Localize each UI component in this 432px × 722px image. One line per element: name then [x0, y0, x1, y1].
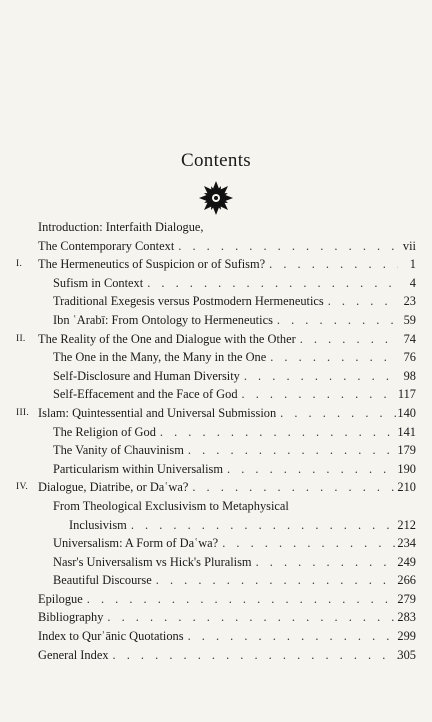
- toc-entry[interactable]: [16, 590, 416, 609]
- toc-page-number: 74: [403, 331, 416, 346]
- dot-leader: [156, 423, 398, 442]
- toc-entry[interactable]: [16, 385, 416, 404]
- toc-page-number: 279: [397, 591, 416, 606]
- dot-leader: [143, 274, 398, 293]
- toc-page-number: 23: [403, 294, 416, 309]
- toc-entry-title: Sufism in Context: [53, 275, 144, 290]
- dot-leader: [83, 590, 398, 609]
- toc-entry-title: The Reality of the One and Dialogue with the Other: [38, 331, 296, 346]
- toc-page-number: 1: [409, 257, 416, 272]
- toc-entry[interactable]: [16, 571, 416, 590]
- toc-entry-title: The Vanity of Chauvinism: [53, 443, 184, 458]
- table-of-contents: [16, 218, 416, 664]
- toc-entry-title: Self-Effacement and the Face of God: [53, 387, 238, 402]
- dot-leader: [240, 367, 398, 386]
- toc-entry[interactable]: [16, 534, 416, 553]
- dot-leader: [188, 478, 398, 497]
- toc-entry[interactable]: [16, 330, 416, 349]
- dot-leader: [265, 255, 398, 274]
- dot-leader: [218, 534, 398, 553]
- dot-leader: [109, 646, 398, 665]
- toc-entry[interactable]: [16, 255, 416, 274]
- toc-entry[interactable]: [16, 404, 416, 423]
- toc-entry[interactable]: [16, 237, 416, 256]
- toc-entry-title: The One in the Many, the Many in the One: [53, 350, 267, 365]
- chapter-number: IV.: [16, 482, 29, 493]
- dot-leader: [223, 460, 398, 479]
- dot-leader: [238, 385, 398, 404]
- toc-page-number: 4: [409, 275, 416, 290]
- toc-entry[interactable]: [16, 311, 416, 330]
- toc-entry-title: Index to Qurʾānic Quotations: [38, 629, 184, 644]
- dot-leader: [324, 292, 398, 311]
- toc-page-number: 266: [397, 573, 416, 588]
- chapter-number: III.: [16, 407, 30, 418]
- toc-entry[interactable]: [16, 218, 416, 237]
- chapter-number: II.: [16, 333, 26, 344]
- toc-entry-title: Nasr's Universalism vs Hick's Pluralism: [53, 554, 252, 569]
- toc-page-number: 283: [397, 610, 416, 625]
- toc-entry-title: Particularism within Universalism: [53, 461, 224, 476]
- toc-entry-title: Ibn ʿArabī: From Ontology to Hermeneutics: [53, 312, 273, 327]
- dot-leader: [266, 348, 398, 367]
- toc-page-number: 117: [397, 387, 416, 402]
- dot-leader: [273, 311, 398, 330]
- dot-leader: [174, 237, 398, 256]
- toc-entry[interactable]: [16, 608, 416, 627]
- toc-entry[interactable]: [16, 553, 416, 572]
- toc-entry-title: Self-Disclosure and Human Diversity: [53, 368, 240, 383]
- dot-leader: [184, 441, 398, 460]
- toc-entry[interactable]: [16, 367, 416, 386]
- toc-entry[interactable]: [16, 516, 416, 535]
- toc-entry[interactable]: [16, 348, 416, 367]
- toc-entry-title: Bibliography: [38, 610, 104, 625]
- toc-entry[interactable]: [16, 497, 416, 516]
- toc-page-number: 234: [397, 536, 416, 551]
- toc-entry-title: Islam: Quintessential and Universal Submission: [38, 405, 277, 420]
- dot-leader: [184, 627, 398, 646]
- toc-entry[interactable]: [16, 646, 416, 665]
- toc-page-number: 59: [403, 312, 416, 327]
- dot-leader: [276, 404, 398, 423]
- toc-page-number: 179: [397, 443, 416, 458]
- toc-entry[interactable]: [16, 478, 416, 497]
- dot-leader: [103, 608, 398, 627]
- toc-page-number: 141: [397, 424, 416, 439]
- toc-entry-title: From Theological Exclusivism to Metaphysical: [53, 498, 289, 513]
- toc-entry[interactable]: [16, 627, 416, 646]
- toc-entry-title: General Index: [38, 647, 109, 662]
- toc-entry-title: The Hermeneutics of Suspicion or of Sufism?: [38, 257, 266, 272]
- toc-entry[interactable]: [16, 460, 416, 479]
- toc-page-number: vii: [402, 238, 416, 253]
- dot-leader: [252, 553, 398, 572]
- toc-page-number: 140: [397, 405, 416, 420]
- toc-entry[interactable]: [16, 274, 416, 293]
- dot-leader: [152, 571, 398, 590]
- toc-entry-title: Inclusivism: [69, 517, 127, 532]
- toc-entry-title: Beautiful Discourse: [53, 573, 152, 588]
- toc-entry-title: Epilogue: [38, 591, 83, 606]
- toc-entry-title: Traditional Exegesis versus Postmodern Hermeneutics: [53, 294, 324, 309]
- toc-entry[interactable]: [16, 441, 416, 460]
- toc-entry-title: Universalism: A Form of Daʿwa?: [53, 536, 219, 551]
- toc-entry-title: Introduction: Interfaith Dialogue,: [38, 220, 204, 234]
- dot-leader: [127, 516, 398, 535]
- toc-page-number: 210: [397, 480, 416, 495]
- toc-page-number: 249: [397, 554, 416, 569]
- page-title: Contents: [181, 150, 251, 171]
- toc-page-number: 98: [403, 368, 416, 383]
- toc-page-number: 190: [397, 461, 416, 476]
- toc-entry[interactable]: [16, 423, 416, 442]
- chapter-number: I.: [16, 259, 23, 270]
- toc-entry-title: The Religion of God: [53, 424, 156, 439]
- toc-entry-title: The Contemporary Context: [38, 238, 175, 253]
- toc-entry[interactable]: [16, 292, 416, 311]
- toc-page-number: 305: [397, 647, 416, 662]
- toc-page-number: 76: [403, 350, 416, 365]
- toc-page-number: 299: [397, 629, 416, 644]
- star-ornament-icon: [198, 180, 234, 216]
- toc-page-number: 212: [397, 517, 416, 532]
- toc-entry-title: Dialogue, Diatribe, or Daʿwa?: [38, 480, 189, 495]
- dot-leader: [296, 330, 398, 349]
